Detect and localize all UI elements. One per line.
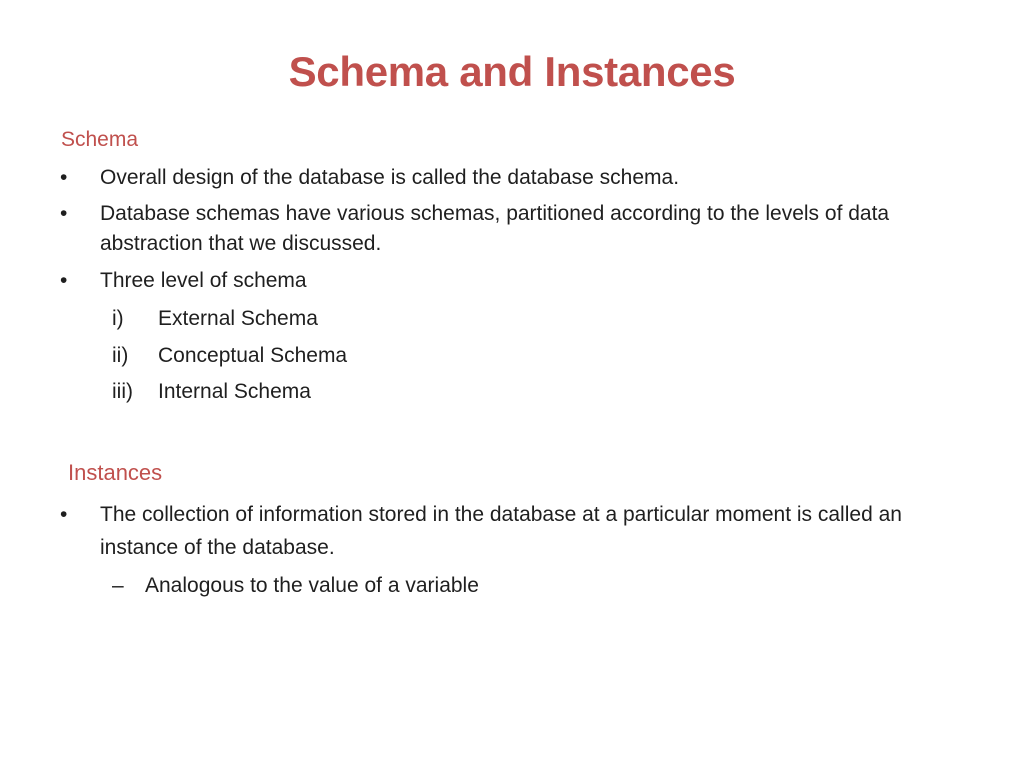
instances-sub-bullet: [112, 571, 479, 601]
level-number: i): [112, 307, 124, 330]
schema-level-item: [112, 377, 311, 407]
schema-level-item: [112, 341, 347, 371]
schema-bullet: [60, 266, 940, 296]
level-label: Internal Schema: [158, 380, 311, 403]
bullet-text: The collection of information stored in the database at a particular moment is called an instance of the database.: [100, 503, 902, 559]
level-number: ii): [112, 344, 129, 367]
bullet-marker: •: [60, 166, 68, 189]
level-label: Conceptual Schema: [158, 344, 348, 367]
instances-heading: Instances: [68, 460, 163, 485]
bullet-text: Database schemas have various schemas, partitioned according to the levels of data abstraction that we discussed.: [100, 202, 890, 255]
bullet-text: Overall design of the database is called the database schema.: [100, 166, 680, 189]
dash-marker: –: [112, 574, 124, 597]
schema-heading: Schema: [61, 128, 139, 151]
instances-bullet: [60, 498, 920, 564]
slide-title: Schema and Instances: [288, 48, 736, 95]
bullet-marker: •: [60, 503, 68, 526]
schema-bullet: [60, 163, 940, 193]
bullet-marker: •: [60, 202, 68, 225]
schema-level-item: [112, 304, 318, 334]
sub-bullet-text: Analogous to the value of a variable: [145, 574, 479, 597]
bullet-text: Three level of schema: [100, 269, 307, 292]
level-label: External Schema: [158, 307, 318, 330]
schema-bullet: [60, 199, 920, 259]
level-number: iii): [112, 380, 133, 403]
bullet-marker: •: [60, 269, 68, 292]
